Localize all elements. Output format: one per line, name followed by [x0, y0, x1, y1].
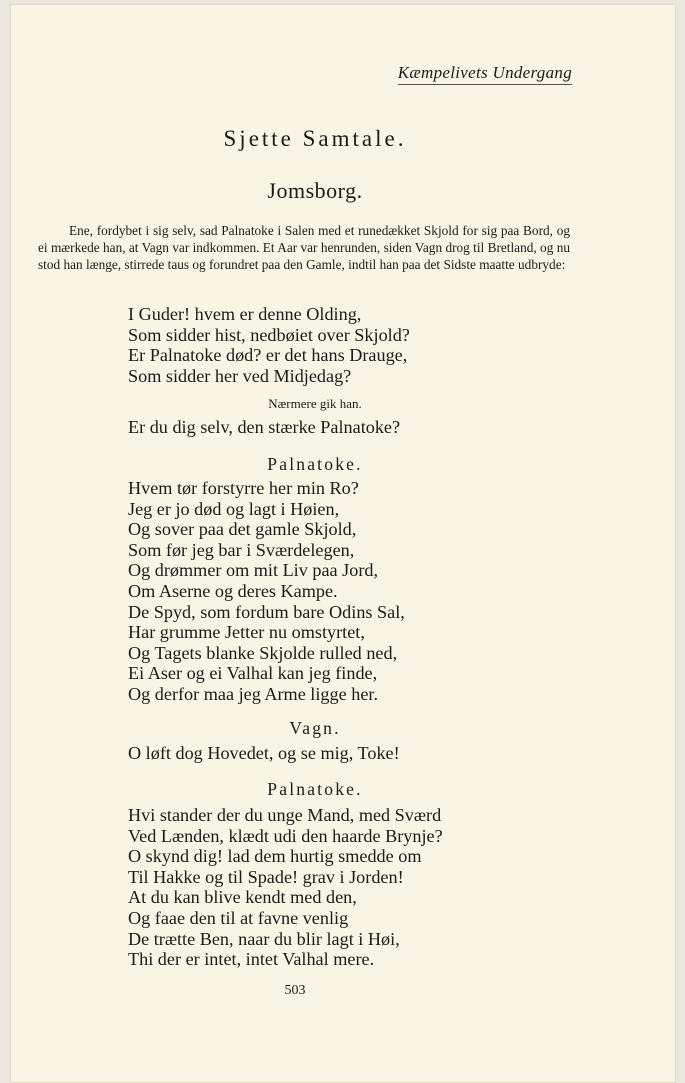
verse-block-3 [128, 478, 405, 705]
speaker-name: Palnatoke. [267, 454, 363, 474]
verse-line: Om Aserne og deres Kampe. [128, 580, 338, 601]
verse-line: Hvi stander der du unge Mand, med Sværd [128, 805, 442, 825]
verse-line: Og derfor maa jeg Arme ligge her. [128, 683, 378, 704]
verse-line: Som sidder hist, nedbøiet over Skjold? [128, 324, 410, 345]
verse-line: Jeg er jo død og lagt i Høien, [128, 498, 340, 519]
verse-line: Har grumme Jetter nu omstyrtet, [128, 622, 365, 643]
chapter-title: Sjette Samtale. [223, 126, 407, 151]
verse-line: I Guder! hvem er denne Olding, [128, 304, 362, 324]
verse-line: O skynd dig! lad dem hurtig smedde om [128, 846, 422, 867]
verse-line: De trætte Ben, naar du blir lagt i Høi, [128, 928, 400, 949]
verse-line: Til Hakke og til Spade! grav i Jorden! [128, 866, 404, 887]
verse-block-2 [128, 417, 400, 438]
verse-line: Er du dig selv, den stærke Palnatoke? [128, 417, 401, 437]
page-number: 503 [284, 983, 306, 998]
running-header: Kæmpelivets Undergang [398, 63, 572, 85]
verse-line: De Spyd, som fordum bare Odins Sal, [128, 601, 405, 622]
speaker-name: Vagn. [289, 718, 341, 738]
stage-direction: Nærmere gik han. [268, 396, 362, 411]
verse-line: Er Palnatoke død? er det hans Drauge, [128, 345, 408, 366]
verse-line: Og drømmer om mit Liv paa Jord, [128, 560, 379, 581]
verse-line: Som sidder her ved Midjedag? [128, 365, 352, 386]
verse-line: At du kan blive kendt med den, [128, 887, 357, 908]
verse-block-4 [128, 743, 400, 764]
verse-line: Og Tagets blanke Skjolde rulled ned, [128, 642, 398, 663]
verse-line: Ved Lænden, klædt udi den haarde Brynje? [128, 825, 443, 846]
verse-line: Som før jeg bar i Sværdelegen, [128, 539, 355, 560]
intro-paragraph: Ene, fordybet i sig selv, sad Palnatoke i Salen med et runedækket Skjold for sig paa Bord, og ei mærkede han, at Vagn var indkommen. Et Aar var henrunden, siden Vagn drog til Bretland, og nu stod han længe, stirrede taus og forundret paa den Gamle, indtil han paa det Sidste maatte udbryde: [38, 223, 570, 273]
book-page [10, 4, 676, 1083]
verse-line: Hvem tør forstyrre her min Ro? [128, 478, 359, 498]
speaker-name: Palnatoke. [267, 779, 363, 799]
verse-block-1 [128, 304, 410, 386]
verse-line: O løft dog Hovedet, og se mig, Toke! [128, 743, 400, 763]
verse-line: Og faae den til at favne venlig [128, 907, 349, 928]
verse-line: Thi der er intet, intet Valhal mere. [128, 949, 375, 970]
verse-block-5 [128, 805, 443, 970]
chapter-subtitle: Jomsborg. [267, 178, 363, 203]
verse-line: Ei Aser og ei Valhal kan jeg finde, [128, 663, 378, 684]
verse-line: Og sover paa det gamle Skjold, [128, 519, 357, 540]
